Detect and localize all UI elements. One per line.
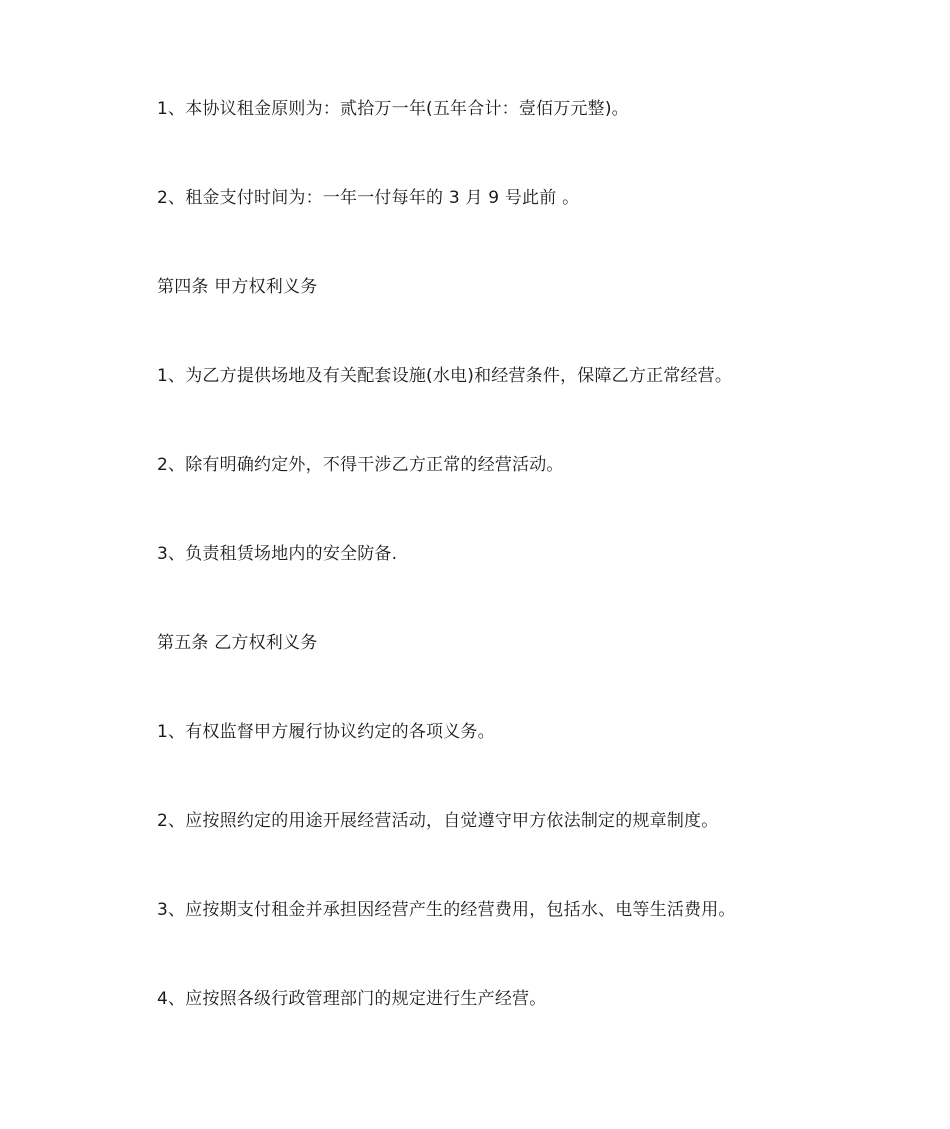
rent-payment-time-clause: 2、租金支付时间为：一年一付每年的 3 月 9 号此前 。: [157, 188, 580, 208]
party-a-duty-1: 1、为乙方提供场地及有关配套设施(水电)和经营条件，保障乙方正常经营。: [157, 366, 733, 386]
party-a-duty-2: 2、除有明确约定外，不得干涉乙方正常的经营活动。: [157, 455, 564, 475]
article-4-heading: 第四条 甲方权利义务: [157, 277, 318, 297]
rent-principle-clause: 1、本协议租金原则为：贰拾万一年(五年合计：壹佰万元整)。: [157, 99, 629, 119]
article-5-heading: 第五条 乙方权利义务: [157, 633, 318, 653]
party-b-duty-1: 1、有权监督甲方履行协议约定的各项义务。: [157, 722, 495, 742]
party-a-duty-3: 3、负责租赁场地内的安全防备.: [157, 544, 398, 564]
party-b-duty-4: 4、应按照各级行政管理部门的规定进行生产经营。: [157, 989, 547, 1009]
party-b-duty-2: 2、应按照约定的用途开展经营活动，自觉遵守甲方依法制定的规章制度。: [157, 811, 719, 831]
party-b-duty-3: 3、应按期支付租金并承担因经营产生的经营费用，包括水、电等生活费用。: [157, 900, 736, 920]
